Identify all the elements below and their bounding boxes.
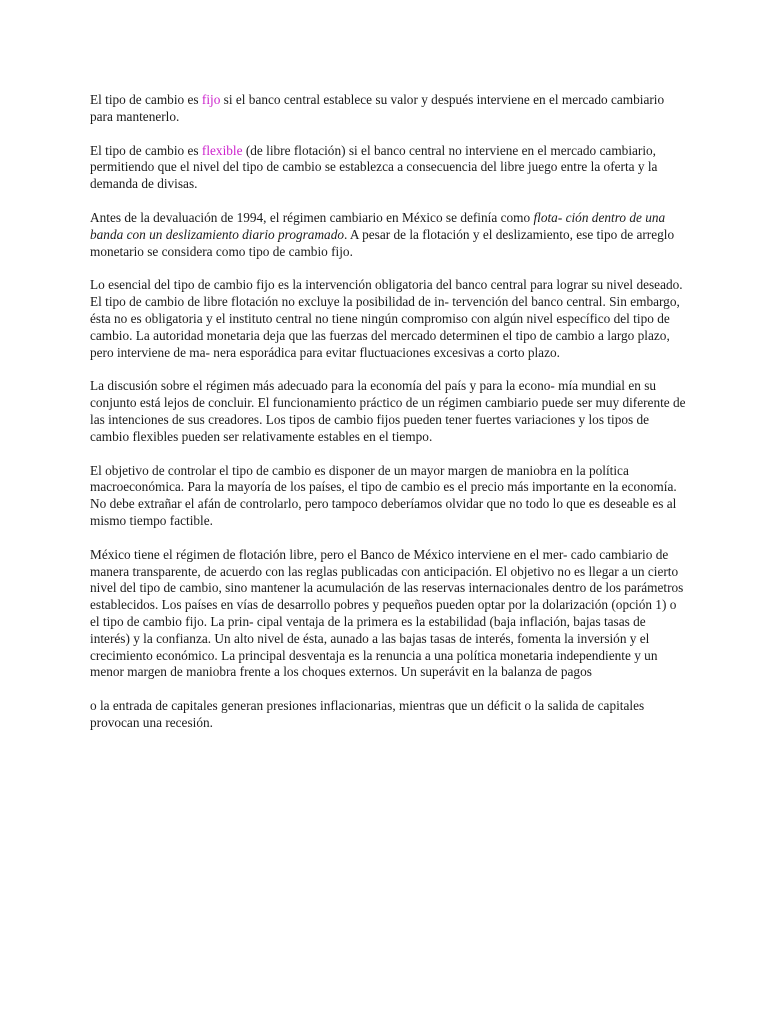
paragraph-regime-discussion: La discusión sobre el régimen más adecuado para la economía del país y para la econo- mía mundial en su conjunto está lejos de concluir. El funcionamiento práctico de un régimen cambiario puede ser muy diferente de las intenciones de sus creadores. Los tipos de cambio fijos pueden tener fuertes variaciones y los tipos de cambio flexibles pueden ser relativamente estables en el tiempo. [90,378,686,444]
text-segment: Antes de la devaluación de 1994, el régimen cambiario en México se definía como [90,209,534,225]
text-segment: El tipo de cambio es [90,92,202,107]
text-segment: (de libre flotación) si el banco central no interviene en el mercado cambiario, permitiendo que el nivel del tipo de cambio se establezca a consecuencia del libre juego entre la oferta y la demanda de divisas. [90,142,658,192]
paragraph-capital-flows: o la entrada de capitales generan presiones inflacionarias, mientras que un déficit o la salida de capitales provocan una recesión. [90,698,645,730]
paragraph-control-objective: El objetivo de controlar el tipo de cambio es disponer de un mayor margen de maniobra en la política macroeconómica. Para la mayoría de los países, el tipo de cambio es el precio más importante en la economía. No debe extrañar el afán de controlarlo, pero tampoco deberíamos olvidar que no todo lo que es deseable es al mismo tiempo factible. [90,462,677,528]
text-segment: El tipo de cambio es [90,142,202,158]
paragraph-fixed-exchange-rate [90,92,688,126]
paragraph-flexible-exchange-rate [90,143,688,193]
text-segment: . A pesar de la flotación y el deslizamiento, ese tipo de arreglo monetario se considera como tipo de cambio fijo. [90,226,675,259]
text-segment: si el banco central establece su valor y después interviene en el mercado cambiario para mantenerlo. [90,92,665,124]
paragraph-mexico-regime: México tiene el régimen de flotación libre, pero el Banco de México interviene en el mer- cado cambiario de manera transparente, de acuerdo con las reglas publicadas con anticipación. El objetivo no es llegar a un cierto nivel del tipo de cambio, sino mantener la acumulación de las reservas internacionales dentro de los parámetros establecidos. Los países en vías de desarrollo pobres y pequeños pueden optar por la dolarización (opción 1) o el tipo de cambio fijo. La prin- cipal ventaja de la primera es la estabilidad (baja inflación, bajas tasas de interés) y la confianza. Un alto nivel de ésta, aunado a las bajas tasas de interés, fomenta la inversión y el crecimiento económico. La principal desventaja es la renuncia a una política monetaria independiente y un menor margen de maniobra frente a los choques externos. Un superávit en la balanza de pagos [90,546,684,680]
paragraph-fixed-vs-float: Lo esencial del tipo de cambio fijo es la intervención obligatoria del banco central para lograr su nivel deseado. El tipo de cambio de libre flotación no excluye la posibilidad de in- tervención del banco central. Sin embargo, ésta no es obligatoria y el instituto central no tiene ningún compromiso con algún nivel específico del tipo de cambio. La autoridad monetaria deja que las fuerzas del mercado determinen el tipo de cambio a largo plazo, pero interviene de ma- nera esporádica para evitar fluctuaciones excesivas a corto plazo. [90,277,683,360]
link-flexible[interactable]: flexible [201,142,243,158]
link-fijo[interactable]: fijo [201,92,221,107]
document-body [90,92,688,749]
italic-phrase: flota- ción dentro de una banda con un deslizamiento diario programado [90,209,666,242]
paragraph-1994-devaluation [90,210,688,260]
